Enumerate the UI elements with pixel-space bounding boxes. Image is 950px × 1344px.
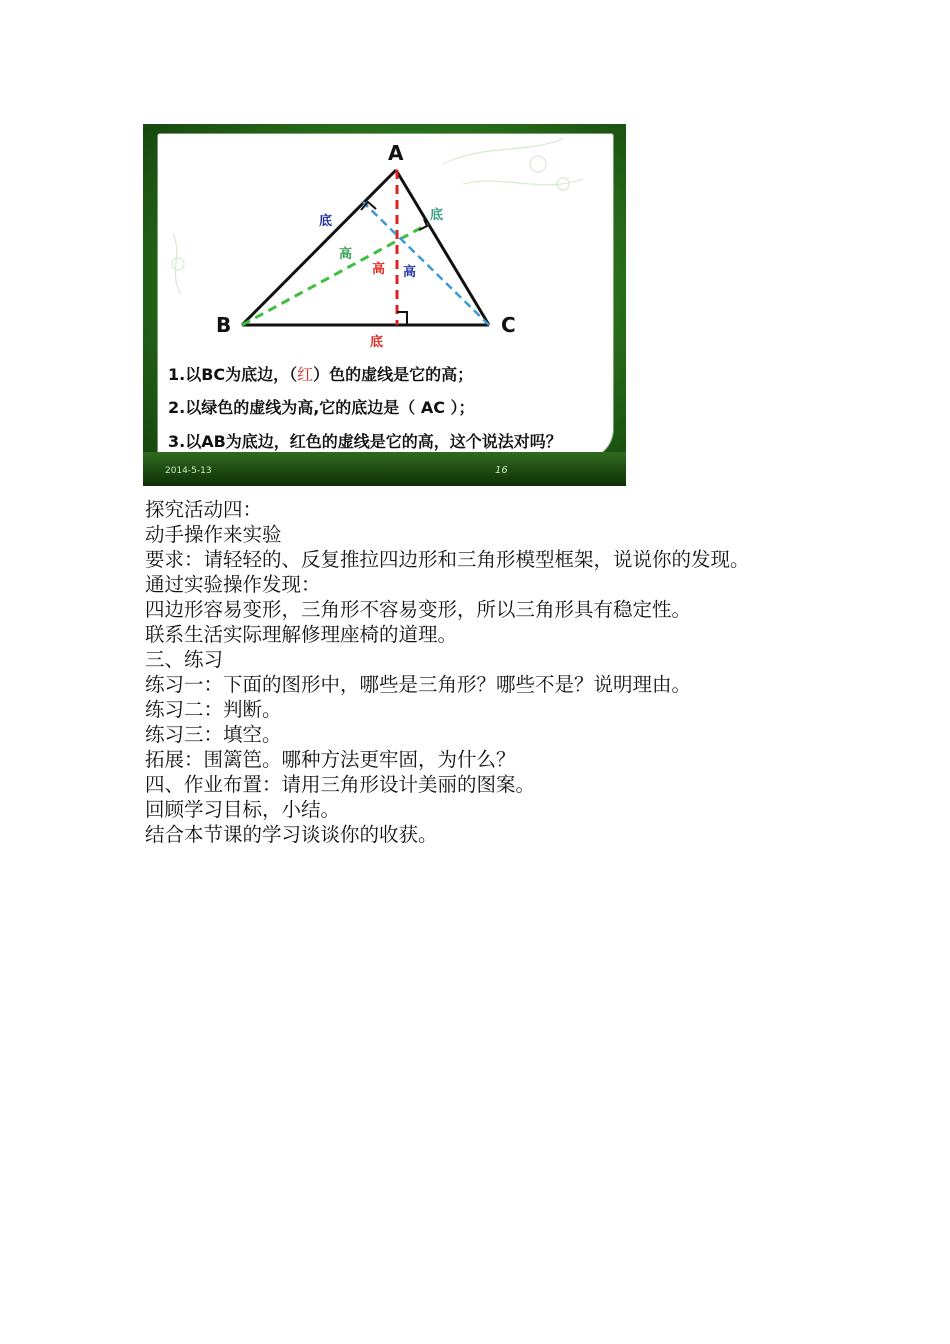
slide-page-number: 16 — [495, 465, 508, 476]
text-line: 拓展：围篱笆。哪种方法更牢固，为什么？ — [145, 748, 516, 771]
lesson-slide-image — [143, 124, 626, 486]
base-label-ab: 底 — [319, 214, 333, 229]
question-1-suffix: ）色的虚线是它的高； — [313, 365, 474, 384]
section-heading: 四、作业布置：请用三角形设计美丽的图案。 — [145, 773, 536, 796]
base-label-bc: 底 — [370, 335, 384, 350]
section-heading: 三、练习 — [145, 648, 224, 671]
text-line: 要求：请轻轻的、反复推拉四边形和三角形模型框架，说说你的发现。 — [145, 548, 750, 571]
text-line: 练习一：下面的图形中，哪些是三角形？哪些不是？说明理由。 — [145, 673, 692, 696]
text-line: 动手操作来实验 — [145, 523, 282, 546]
vertex-b-label: B — [216, 313, 232, 337]
slide-question-1 — [168, 362, 473, 385]
vertex-c-label: C — [501, 313, 516, 337]
base-label-ac: 底 — [430, 208, 444, 223]
vertex-a-label: A — [388, 141, 404, 165]
text-line: 通过实验操作发现： — [145, 573, 321, 596]
text-line: 探究活动四： — [145, 498, 263, 521]
question-1-answer: 红 — [297, 365, 314, 384]
height-label-green: 高 — [339, 247, 353, 262]
slide-footer-date: 2014-5-13 — [165, 466, 212, 476]
text-line: 练习三：填空。 — [145, 723, 282, 746]
text-line: 联系生活实际理解修理座椅的道理。 — [145, 623, 458, 646]
height-label-blue: 高 — [403, 265, 417, 280]
text-line: 回顾学习目标，小结。 — [145, 798, 341, 821]
text-line: 练习二：判断。 — [145, 698, 282, 721]
lesson-text-body — [145, 497, 925, 847]
slide-question-2: 2.以绿色的虚线为高,它的底边是（ AC ）； — [168, 398, 475, 417]
height-label-red: 高 — [372, 262, 386, 277]
side-ab — [242, 170, 396, 325]
text-line: 四边形容易变形，三角形不容易变形，所以三角形具有稳定性。 — [145, 598, 692, 621]
slide-question-3: 3.以AB为底边，红色的虚线是它的高，这个说法对吗？ — [168, 432, 562, 451]
question-1-prefix: 1.以BC为底边，（ — [168, 365, 298, 384]
text-line: 结合本节课的学习谈谈你的收获。 — [145, 823, 438, 846]
